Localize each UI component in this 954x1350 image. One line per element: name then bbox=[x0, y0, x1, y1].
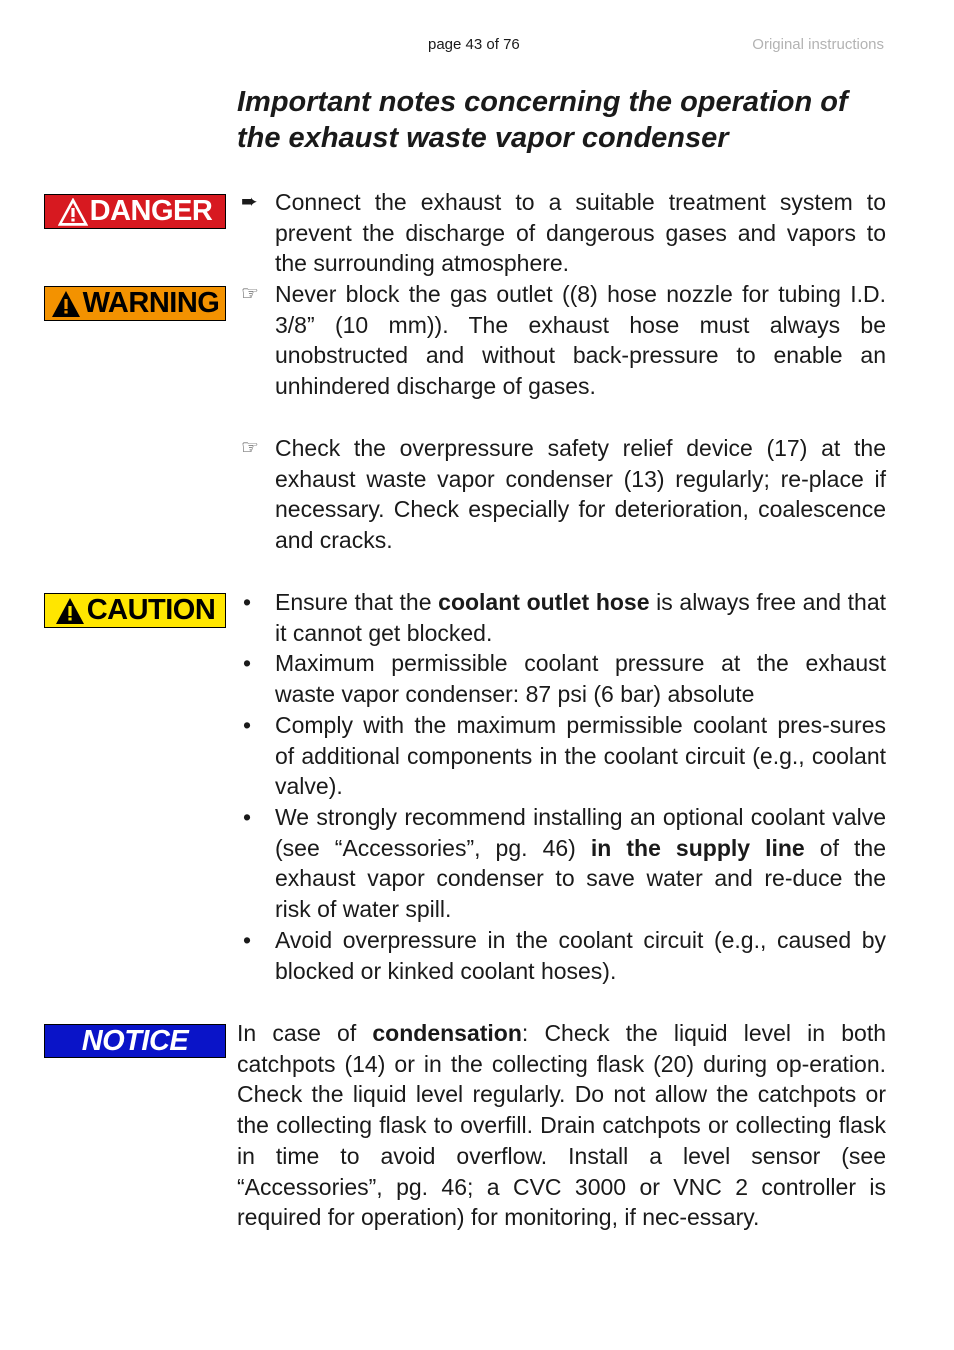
warning-label-text: WARNING bbox=[82, 287, 220, 319]
danger-label-text: DANGER bbox=[89, 195, 213, 227]
danger-item-text: Connect the exhaust to a suitable treatment system to prevent the discharge of dangerous gases and vapors to the surrounding atmosphere. bbox=[275, 189, 886, 277]
list-item bbox=[241, 925, 886, 986]
notice-label bbox=[44, 1024, 226, 1058]
warning-triangle-icon bbox=[55, 597, 85, 625]
emphasis: condensation bbox=[372, 1020, 522, 1046]
warning-item-text: Check the overpressure safety relief device (17) at the exhaust waste vapor condenser (13) regularly; re-place if necessary. Check especially for deterioration, coalescence and cracks. bbox=[275, 435, 886, 554]
bullet-icon: • bbox=[243, 589, 252, 615]
warning-triangle-icon bbox=[58, 198, 88, 226]
emphasis: in the supply line bbox=[590, 834, 805, 861]
section-title: Important notes concerning the operation of the exhaust waste vapor condenser bbox=[237, 86, 848, 154]
document-type: Original instructions bbox=[752, 36, 884, 53]
pointing-hand-icon: ☞ bbox=[241, 437, 259, 459]
list-item bbox=[241, 587, 886, 648]
list-item bbox=[241, 802, 886, 925]
bullet-icon: • bbox=[243, 650, 252, 676]
list-item bbox=[241, 710, 886, 802]
caution-item-text: Comply with the maximum permissible coolant pres-sures of additional components in the coolant circuit (e.g., coolant valve). bbox=[275, 712, 886, 800]
arrow-icon: ➨ bbox=[241, 191, 258, 213]
bullet-icon: • bbox=[243, 927, 252, 953]
notice-paragraph: In case of condensation: Check the liquid level in both catchpots (14) or in the collecting flask (20) during op-eration. Check the liquid level regularly. Do not allow the catchpots or the collecting flask to overfill. Drain catchpots or collecting flask in time to avoid overflow. Install a level sensor (see “Accessories”, pg. 46; a CVC 3000 or VNC 2 controller is required for operation) for monitoring, if nec-essary. bbox=[237, 1020, 886, 1231]
bullet-icon: • bbox=[243, 804, 252, 830]
emphasis: coolant outlet hose bbox=[438, 589, 650, 615]
warning-item-text: Never block the gas outlet ((8) hose nozzle for tubing I.D. 3/8” (10 mm)). The exhaust hose must always be unobstructed and without back-pressure to enable an unhindered discharge of gases. bbox=[275, 281, 886, 400]
caution-item-text: Maximum permissible coolant pressure at the exhaust waste vapor condenser: 87 psi (6 bar) absolute bbox=[275, 650, 886, 707]
list-item bbox=[241, 187, 886, 279]
caution-item-text: We strongly recommend installing an optional coolant valve (see “Accessories”, pg. 46) in the supply line of the exhaust vapor condenser to save water and re-duce the risk of water spill. bbox=[275, 804, 886, 923]
warning-label bbox=[44, 286, 226, 321]
caution-item-text: Ensure that the coolant outlet hose is always free and that it cannot get blocked. bbox=[275, 589, 887, 646]
caution-label-text: CAUTION bbox=[86, 594, 216, 626]
caution-item-text: Avoid overpressure in the coolant circuit (e.g., caused by blocked or kinked coolant hoses). bbox=[275, 927, 886, 984]
page-header bbox=[0, 36, 954, 56]
warning-triangle-icon bbox=[51, 290, 81, 318]
page-number: page 43 of 76 bbox=[428, 36, 520, 53]
caution-label bbox=[44, 593, 226, 628]
bullet-icon: • bbox=[243, 712, 252, 738]
danger-label bbox=[44, 194, 226, 229]
list-item bbox=[241, 433, 886, 556]
pointing-hand-icon: ☞ bbox=[241, 283, 259, 305]
notice-label-text: NOTICE bbox=[81, 1024, 189, 1057]
list-item bbox=[241, 648, 886, 709]
list-item bbox=[241, 279, 886, 402]
